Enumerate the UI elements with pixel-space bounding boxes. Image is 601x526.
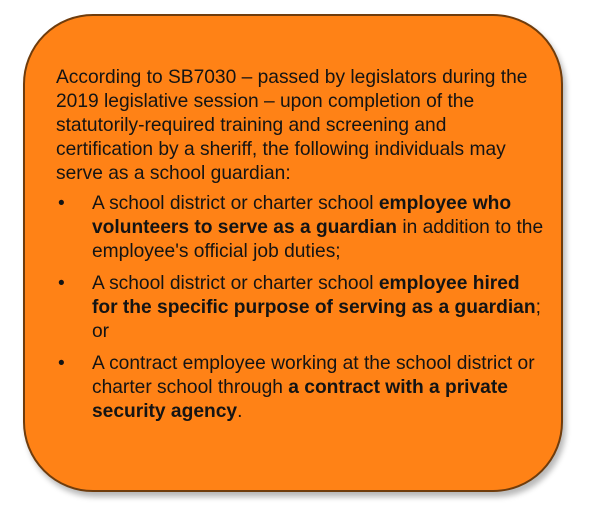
item-text: A school district or charter school [92, 273, 379, 294]
item-emphasis: employee hired for the specific purpose of serving as a guardian [92, 273, 536, 318]
bullet-icon: • [58, 273, 65, 294]
list-item [56, 272, 544, 344]
bullet-icon: • [58, 353, 65, 374]
item-text: A contract employee working at the school district or charter school through [92, 353, 535, 398]
item-emphasis: a contract with a private security agency [92, 377, 508, 422]
item-emphasis: employee who volunteers to serve as a guardian [92, 193, 512, 238]
intro-paragraph: According to SB7030 – passed by legislators during the 2019 legislative session – upon completion of the statutorily-required training and screening and certification by a sheriff, the following individuals may serve as a school guardian: [56, 67, 528, 184]
item-text: in addition to the employee's official job duties; [92, 217, 544, 262]
item-text: A school district or charter school [92, 193, 379, 214]
list-item [56, 352, 544, 424]
callout-text [56, 66, 544, 432]
item-text: . [237, 401, 243, 422]
list-item [56, 192, 544, 264]
item-text: ; or [92, 297, 541, 342]
bullet-icon: • [58, 193, 65, 214]
guardian-list [56, 192, 544, 424]
